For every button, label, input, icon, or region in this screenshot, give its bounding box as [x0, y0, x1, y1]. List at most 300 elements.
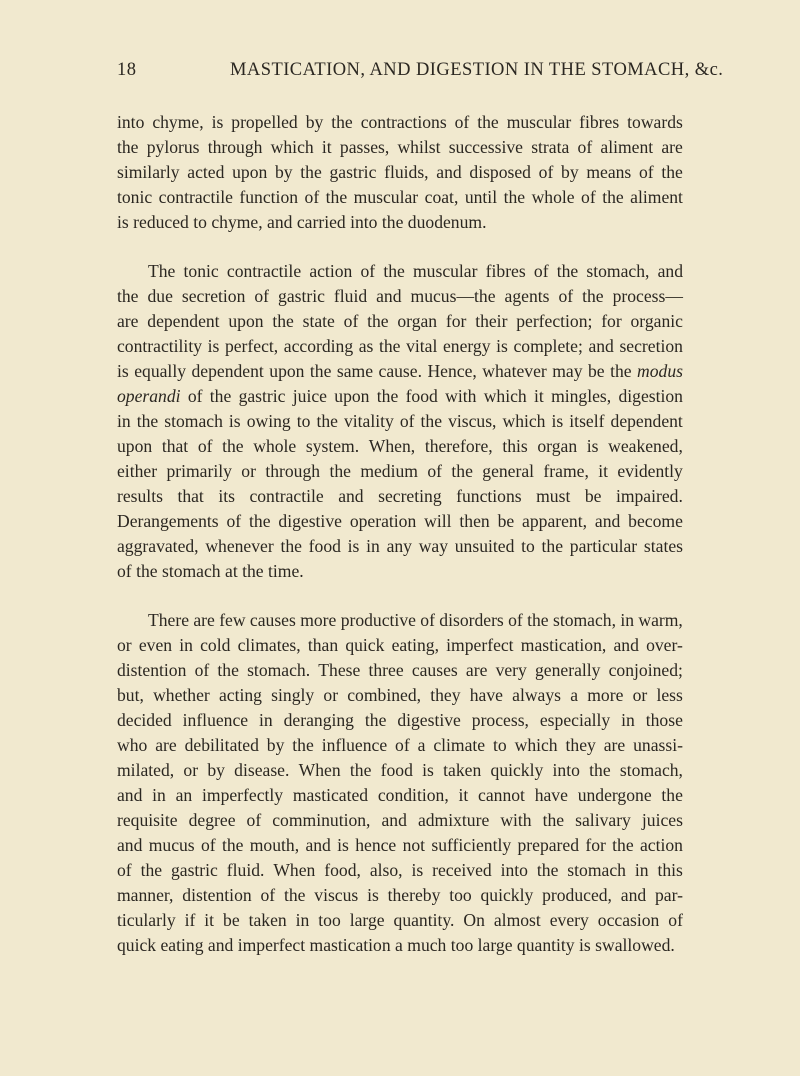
word: quantity. [393, 910, 455, 930]
word: through [265, 461, 321, 481]
text-line [117, 434, 683, 459]
word: due [147, 286, 173, 306]
word: gastric [329, 162, 377, 182]
word: received [432, 860, 492, 880]
word: imperfect [446, 635, 514, 655]
word: of [343, 311, 359, 331]
word: of [117, 860, 132, 880]
word: its [218, 486, 235, 506]
text-line [117, 908, 683, 933]
word: quick [345, 635, 385, 655]
word: causes [249, 610, 296, 630]
word: produced, [542, 885, 612, 905]
word: the [612, 835, 634, 855]
word: of [194, 660, 210, 680]
word: an [175, 785, 193, 805]
word: the [329, 461, 351, 481]
word: disorders [439, 610, 504, 630]
word: chyme, [152, 112, 204, 132]
word: have [469, 685, 503, 705]
word: for [585, 835, 606, 855]
word: in [634, 860, 649, 880]
word: mucus—the [410, 286, 496, 306]
word: viscus, [448, 411, 497, 431]
word: and [436, 162, 462, 182]
word: they [430, 685, 461, 705]
word: of [197, 436, 213, 456]
word: digestion [618, 386, 683, 406]
word: contractility [117, 336, 203, 356]
word: upon [232, 162, 268, 182]
word: is [411, 860, 424, 880]
word: eating [160, 935, 204, 955]
word: are [465, 660, 488, 680]
word: the [292, 735, 314, 755]
word: fluid. [226, 860, 265, 880]
word: fluids, [384, 162, 429, 182]
word: few [219, 610, 246, 630]
word: passes, [339, 137, 390, 157]
word: it [204, 910, 215, 930]
text-line [117, 160, 683, 185]
word: productive [340, 610, 416, 630]
word: combined, [347, 685, 422, 705]
word: viscus [314, 885, 359, 905]
word: quickly [480, 885, 534, 905]
word: not [402, 835, 426, 855]
word: aliment [600, 137, 654, 157]
word: gastric [170, 860, 218, 880]
word: When [273, 860, 316, 880]
word: strata [531, 137, 570, 157]
word: contractions [360, 112, 447, 132]
word: over- [646, 635, 683, 655]
word: which [514, 735, 558, 755]
text-line [117, 484, 683, 509]
word: the [610, 361, 632, 381]
word: of [538, 162, 554, 182]
word: organic [630, 311, 683, 331]
word: apparent, [522, 511, 588, 531]
word: the [242, 561, 264, 581]
word: or [323, 685, 339, 705]
word: to [296, 411, 311, 431]
word: is [496, 336, 508, 356]
word: are [117, 311, 139, 331]
word: the [582, 286, 604, 306]
word: food [308, 536, 341, 556]
text-line [117, 933, 683, 958]
word: stomach [567, 860, 626, 880]
text-line [117, 284, 683, 309]
word: whenever [205, 536, 274, 556]
word: of [420, 610, 435, 630]
word: These [318, 660, 361, 680]
word: and [657, 261, 683, 281]
word: be [223, 910, 240, 930]
word: but, [117, 685, 144, 705]
word: upon [269, 361, 305, 381]
word: that [177, 486, 204, 506]
text-line [117, 658, 683, 683]
word: of [638, 162, 654, 182]
word: in [620, 610, 635, 630]
word: hence [355, 835, 397, 855]
word: whole [253, 436, 297, 456]
word: upon [117, 436, 153, 456]
word: of [558, 286, 574, 306]
word: is [422, 760, 434, 780]
word: propelled [231, 112, 298, 132]
word: which [483, 386, 527, 406]
word: reduced [133, 212, 189, 232]
word: whatever [482, 361, 547, 381]
word: the [300, 162, 322, 182]
text-line [117, 409, 683, 434]
word: masticated [292, 785, 369, 805]
word: the [420, 411, 443, 431]
text-line [117, 509, 683, 534]
word: Hence, [427, 361, 477, 381]
word: requisite [117, 810, 178, 830]
word: mouth, [249, 835, 300, 855]
word: cannot [478, 785, 525, 805]
word: every [549, 910, 589, 930]
word: states [643, 536, 683, 556]
word: by [305, 112, 324, 132]
word: with [500, 810, 532, 830]
word: large [349, 910, 385, 930]
word: always [512, 685, 562, 705]
word: tonic [183, 261, 219, 281]
word: itself [569, 411, 605, 431]
word: are [603, 735, 626, 755]
word: into [350, 212, 378, 232]
word: be [584, 486, 602, 506]
word: of [668, 910, 683, 930]
word: the [477, 112, 499, 132]
word: it [458, 785, 469, 805]
word: this [657, 860, 683, 880]
word: the [140, 860, 163, 880]
word: into [552, 760, 580, 780]
word: and [594, 511, 621, 531]
word: less [656, 685, 683, 705]
word: and [207, 935, 234, 955]
word: The [148, 261, 176, 281]
word: more [587, 685, 624, 705]
word: become [628, 511, 683, 531]
word: functions [456, 486, 522, 506]
text-line [117, 858, 683, 883]
word: fibres [485, 261, 526, 281]
word: juices [641, 810, 683, 830]
word: too [450, 935, 474, 955]
word: towards [627, 112, 683, 132]
word: equally [134, 361, 187, 381]
text-line [117, 334, 683, 359]
word: the [589, 760, 611, 780]
word: who [117, 735, 148, 755]
word: eating, [391, 635, 439, 655]
word: the [136, 411, 159, 431]
word: is [228, 411, 241, 431]
word: and [620, 885, 647, 905]
word: cold [200, 635, 231, 655]
word: of [581, 187, 596, 207]
word: time. [268, 561, 304, 581]
text-line [117, 459, 683, 484]
word: secreting [378, 486, 442, 506]
text-line [117, 808, 683, 833]
word: milated, [117, 760, 175, 780]
text-line [117, 309, 683, 334]
word: according [283, 336, 354, 356]
word: to [193, 212, 207, 232]
text-line [117, 683, 683, 708]
word: carried [296, 212, 346, 232]
text-line [117, 783, 683, 808]
word: duodenum. [407, 212, 487, 232]
word: general [482, 461, 535, 481]
word: coat, [424, 187, 459, 207]
word: and [588, 336, 614, 356]
word: primarily [166, 461, 232, 481]
word: decided [117, 710, 172, 730]
word: almost [493, 910, 541, 930]
word: and [117, 835, 143, 855]
word: the [451, 461, 473, 481]
word: are [661, 137, 683, 157]
word: too [449, 885, 472, 905]
word: the [325, 187, 348, 207]
word: the [661, 785, 683, 805]
word: at [225, 561, 238, 581]
word: stomach, [552, 610, 616, 630]
text-line [117, 259, 683, 284]
word: the [536, 860, 559, 880]
word: climate [433, 735, 486, 755]
word: manner, [117, 885, 174, 905]
word: evidently [617, 461, 683, 481]
word: the [367, 311, 389, 331]
word: the [364, 710, 387, 730]
word: the [309, 361, 332, 381]
word: any [386, 536, 412, 556]
word: or [117, 635, 132, 655]
word: is [586, 436, 599, 456]
word: acting [218, 685, 262, 705]
word: of [533, 261, 549, 281]
word: par- [655, 885, 683, 905]
word: aliment [630, 187, 683, 207]
text-line [117, 135, 683, 160]
body-text [117, 110, 683, 982]
word: the [542, 810, 565, 830]
word: food [405, 386, 438, 406]
word: disposed [469, 162, 531, 182]
word: taken [248, 910, 287, 930]
word: than [307, 635, 339, 655]
word: then [459, 511, 490, 531]
word: in [295, 910, 310, 930]
word: mucus [148, 835, 195, 855]
text-line [117, 559, 683, 584]
word: by [207, 760, 225, 780]
word: of [254, 286, 270, 306]
word: of [117, 561, 132, 581]
word: quickly [490, 760, 544, 780]
word: also, [369, 860, 403, 880]
word: the [376, 386, 399, 406]
word: organ [537, 436, 578, 456]
word: through [207, 137, 263, 157]
word: means [586, 162, 632, 182]
word: weakened, [608, 436, 683, 456]
word: cause. [378, 361, 422, 381]
word: very [495, 660, 527, 680]
word: medium [360, 461, 418, 481]
word: swallowed. [595, 935, 675, 955]
word: owing [246, 411, 291, 431]
word: the [661, 162, 683, 182]
word: is [117, 212, 129, 232]
word: a [417, 735, 426, 755]
word: and [381, 810, 407, 830]
word: muscular [412, 261, 478, 281]
word: degree [188, 810, 236, 830]
word: are [155, 735, 177, 755]
word: condition, [377, 785, 449, 805]
word: agents [504, 286, 550, 306]
word: secretion [619, 336, 683, 356]
word: is [337, 835, 349, 855]
word: muscular [506, 112, 572, 132]
word: organ [397, 311, 438, 331]
word: process, [471, 710, 529, 730]
word: or [241, 461, 256, 481]
word: the [272, 311, 294, 331]
paragraph [117, 608, 683, 958]
word: the [556, 261, 579, 281]
word: the [222, 436, 244, 456]
word: the [602, 187, 624, 207]
word: the [331, 112, 353, 132]
word: quick [117, 935, 157, 955]
word: upon [228, 311, 264, 331]
word: as [358, 336, 374, 356]
word: three [368, 660, 404, 680]
word: the [280, 536, 302, 556]
text-line [117, 534, 683, 559]
word: it [598, 461, 608, 481]
word: singly [271, 685, 315, 705]
word: state [302, 311, 335, 331]
word: in [117, 411, 131, 431]
word: warm, [638, 610, 683, 630]
word: of [304, 187, 320, 207]
text-line [117, 384, 683, 409]
word: dependent [147, 311, 220, 331]
text-line [117, 210, 683, 235]
word: it [321, 137, 332, 157]
word: impaired. [615, 486, 683, 506]
word: which [502, 411, 546, 431]
word: of [360, 261, 376, 281]
word: mastication [309, 935, 391, 955]
word: of [399, 411, 415, 431]
word: successive [448, 137, 523, 157]
word: for [445, 311, 467, 331]
word: especially [539, 710, 611, 730]
word: contractile [226, 261, 302, 281]
word: is [579, 935, 591, 955]
word: the [249, 511, 271, 531]
text-line [117, 110, 683, 135]
word: and [376, 286, 402, 306]
word: into [117, 112, 145, 132]
word: a [570, 685, 579, 705]
word: is [211, 112, 224, 132]
word: particular [569, 536, 638, 556]
word: thereby [387, 885, 441, 905]
word: until [464, 187, 498, 207]
word: may [552, 361, 583, 381]
word: distention [117, 660, 187, 680]
word: the [316, 411, 338, 431]
word: the [381, 212, 404, 232]
word: to [521, 536, 535, 556]
word: dependent [191, 361, 264, 381]
word: fibres [579, 112, 620, 132]
word: either [117, 461, 158, 481]
word: muscular [353, 187, 419, 207]
word: contractile [249, 486, 324, 506]
word: When [298, 760, 341, 780]
word: gastric [238, 386, 286, 406]
word: be [587, 361, 605, 381]
word: secretion [181, 286, 246, 306]
word: way [418, 536, 449, 556]
word: too [318, 910, 341, 930]
text-line [117, 708, 683, 733]
word: is [117, 361, 129, 381]
word: into [500, 860, 528, 880]
word: stomach [164, 411, 223, 431]
word: of [246, 810, 262, 830]
word: of [200, 835, 216, 855]
word: those [645, 710, 683, 730]
word: unsuited [454, 536, 515, 556]
word: this [502, 436, 528, 456]
word: function [239, 187, 299, 207]
word: whole [531, 187, 575, 207]
word: generally [535, 660, 601, 680]
word: frame, [543, 461, 589, 481]
word: debilitated [184, 735, 259, 755]
page-number: 18 [117, 60, 137, 80]
word: undergone [577, 785, 652, 805]
word: in [259, 710, 273, 730]
word: more [300, 610, 337, 630]
word: influence [321, 735, 388, 755]
word: same [336, 361, 374, 381]
word: climates, [237, 635, 301, 655]
word: the [541, 536, 564, 556]
word: comminution, [272, 810, 371, 830]
word: prepared [517, 835, 580, 855]
word: is [367, 885, 379, 905]
